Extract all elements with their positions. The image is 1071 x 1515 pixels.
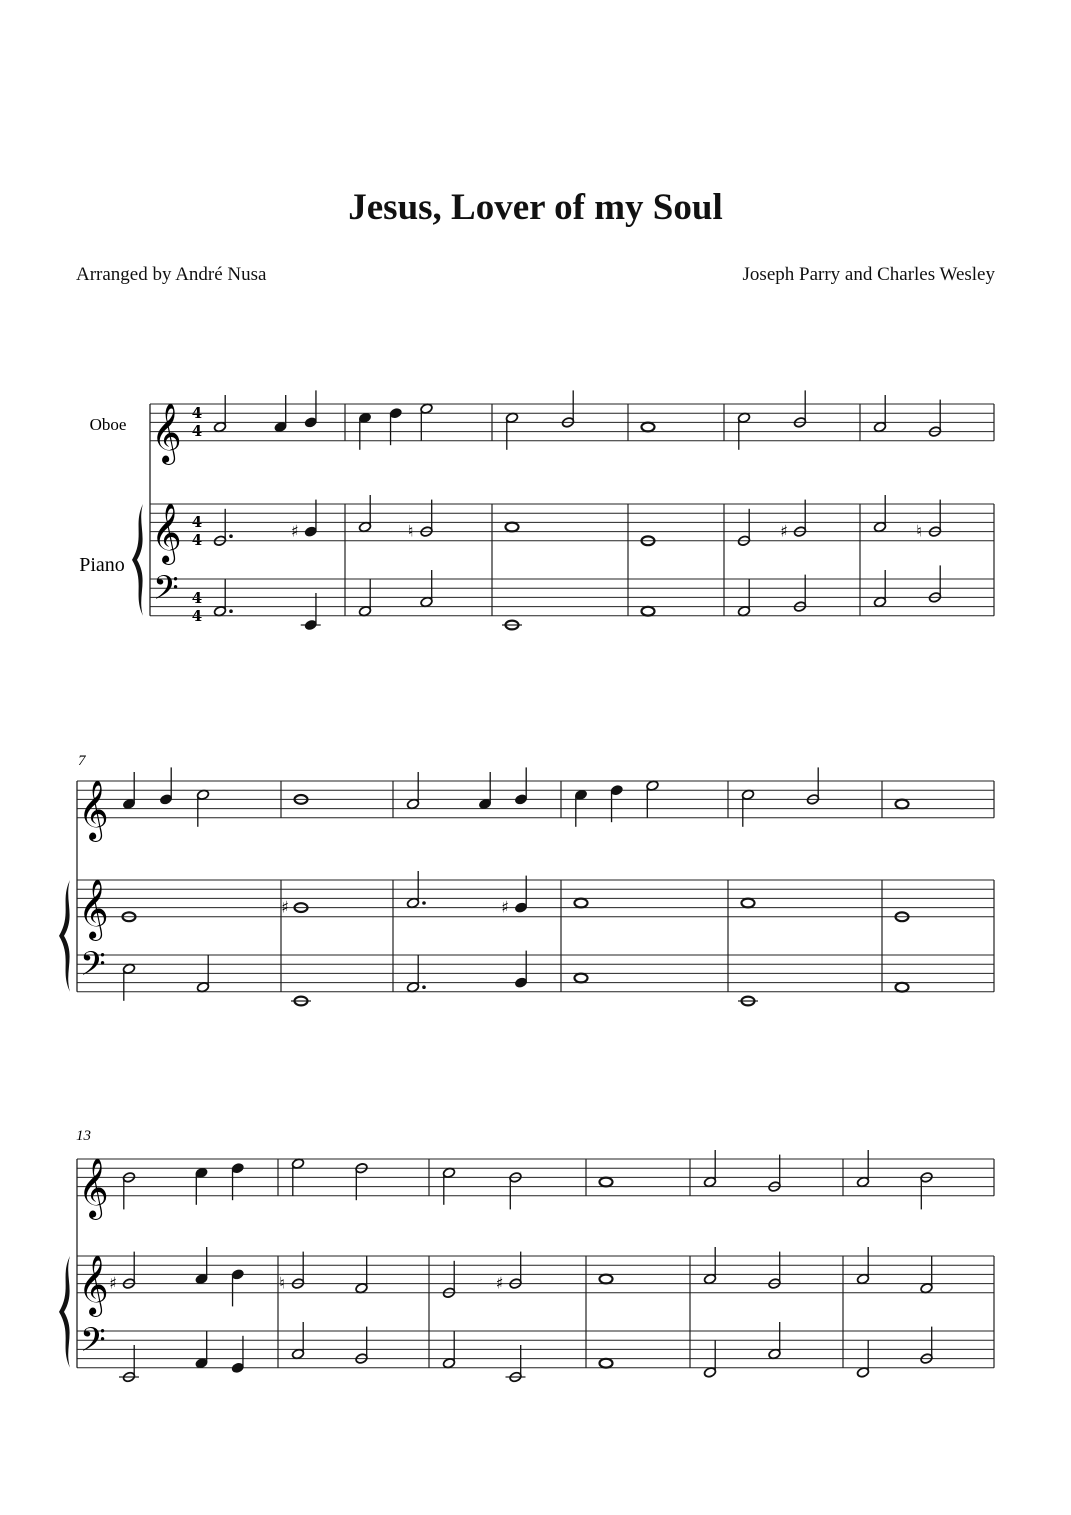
piano-label: Piano [79,554,125,576]
sharp-icon: ♯ [109,1273,117,1293]
piano-brace-icon [59,1256,70,1368]
measure-number-7: 7 [78,753,86,769]
time-signature-top: 4 [191,513,203,531]
natural-icon: ♮ [916,521,922,541]
sharp-icon: ♯ [501,897,509,917]
time-signature-bottom: 4 [191,607,203,625]
whole-note [896,983,909,992]
whole-note [506,523,519,532]
natural-icon: ♮ [407,521,414,541]
whole-note [642,423,655,432]
whole-note [600,1275,613,1284]
whole-note [575,974,588,983]
page-title: Jesus, Lover of my Soul [348,187,723,228]
treble-clef-icon: 𝄞 [78,1254,109,1315]
dot [422,985,426,989]
whole-note [600,1178,613,1187]
sharp-icon: ♯ [780,521,788,541]
time-signature-bottom: 4 [191,531,203,549]
time-signature-top: 4 [191,404,203,422]
dot [229,534,233,538]
time-signature-bottom: 4 [191,422,203,440]
measure-number-13: 13 [76,1128,91,1144]
treble-clef-icon: 𝄞 [78,779,109,840]
oboe-label: Oboe [89,415,127,434]
whole-note [600,1359,613,1368]
sharp-icon: ♯ [495,1273,504,1293]
natural-icon: ♮ [279,1273,285,1293]
composer-credit: Joseph Parry and Charles Wesley [742,264,995,285]
dot [422,901,426,905]
bass-clef-icon: 𝄢 [80,1321,106,1368]
sharp-icon: ♯ [290,521,299,541]
treble-clef-icon: 𝄞 [151,402,182,463]
treble-clef-icon: 𝄞 [78,1157,109,1218]
whole-note [575,899,588,908]
piano-brace-icon [132,504,143,616]
treble-clef-icon: 𝄞 [151,502,182,563]
sharp-icon: ♯ [281,897,289,917]
bass-clef-icon: 𝄢 [80,945,106,992]
whole-note [742,899,755,908]
dot [229,609,233,613]
whole-note [896,800,909,809]
treble-time-signature [192,513,202,549]
bass-clef-icon: 𝄢 [153,569,179,616]
time-signature-top: 4 [191,589,203,607]
treble-clef-icon: 𝄞 [78,878,109,939]
arranger-credit: Arranged by André Nusa [76,264,267,285]
whole-note [642,607,655,616]
piano-brace-icon [59,880,70,992]
